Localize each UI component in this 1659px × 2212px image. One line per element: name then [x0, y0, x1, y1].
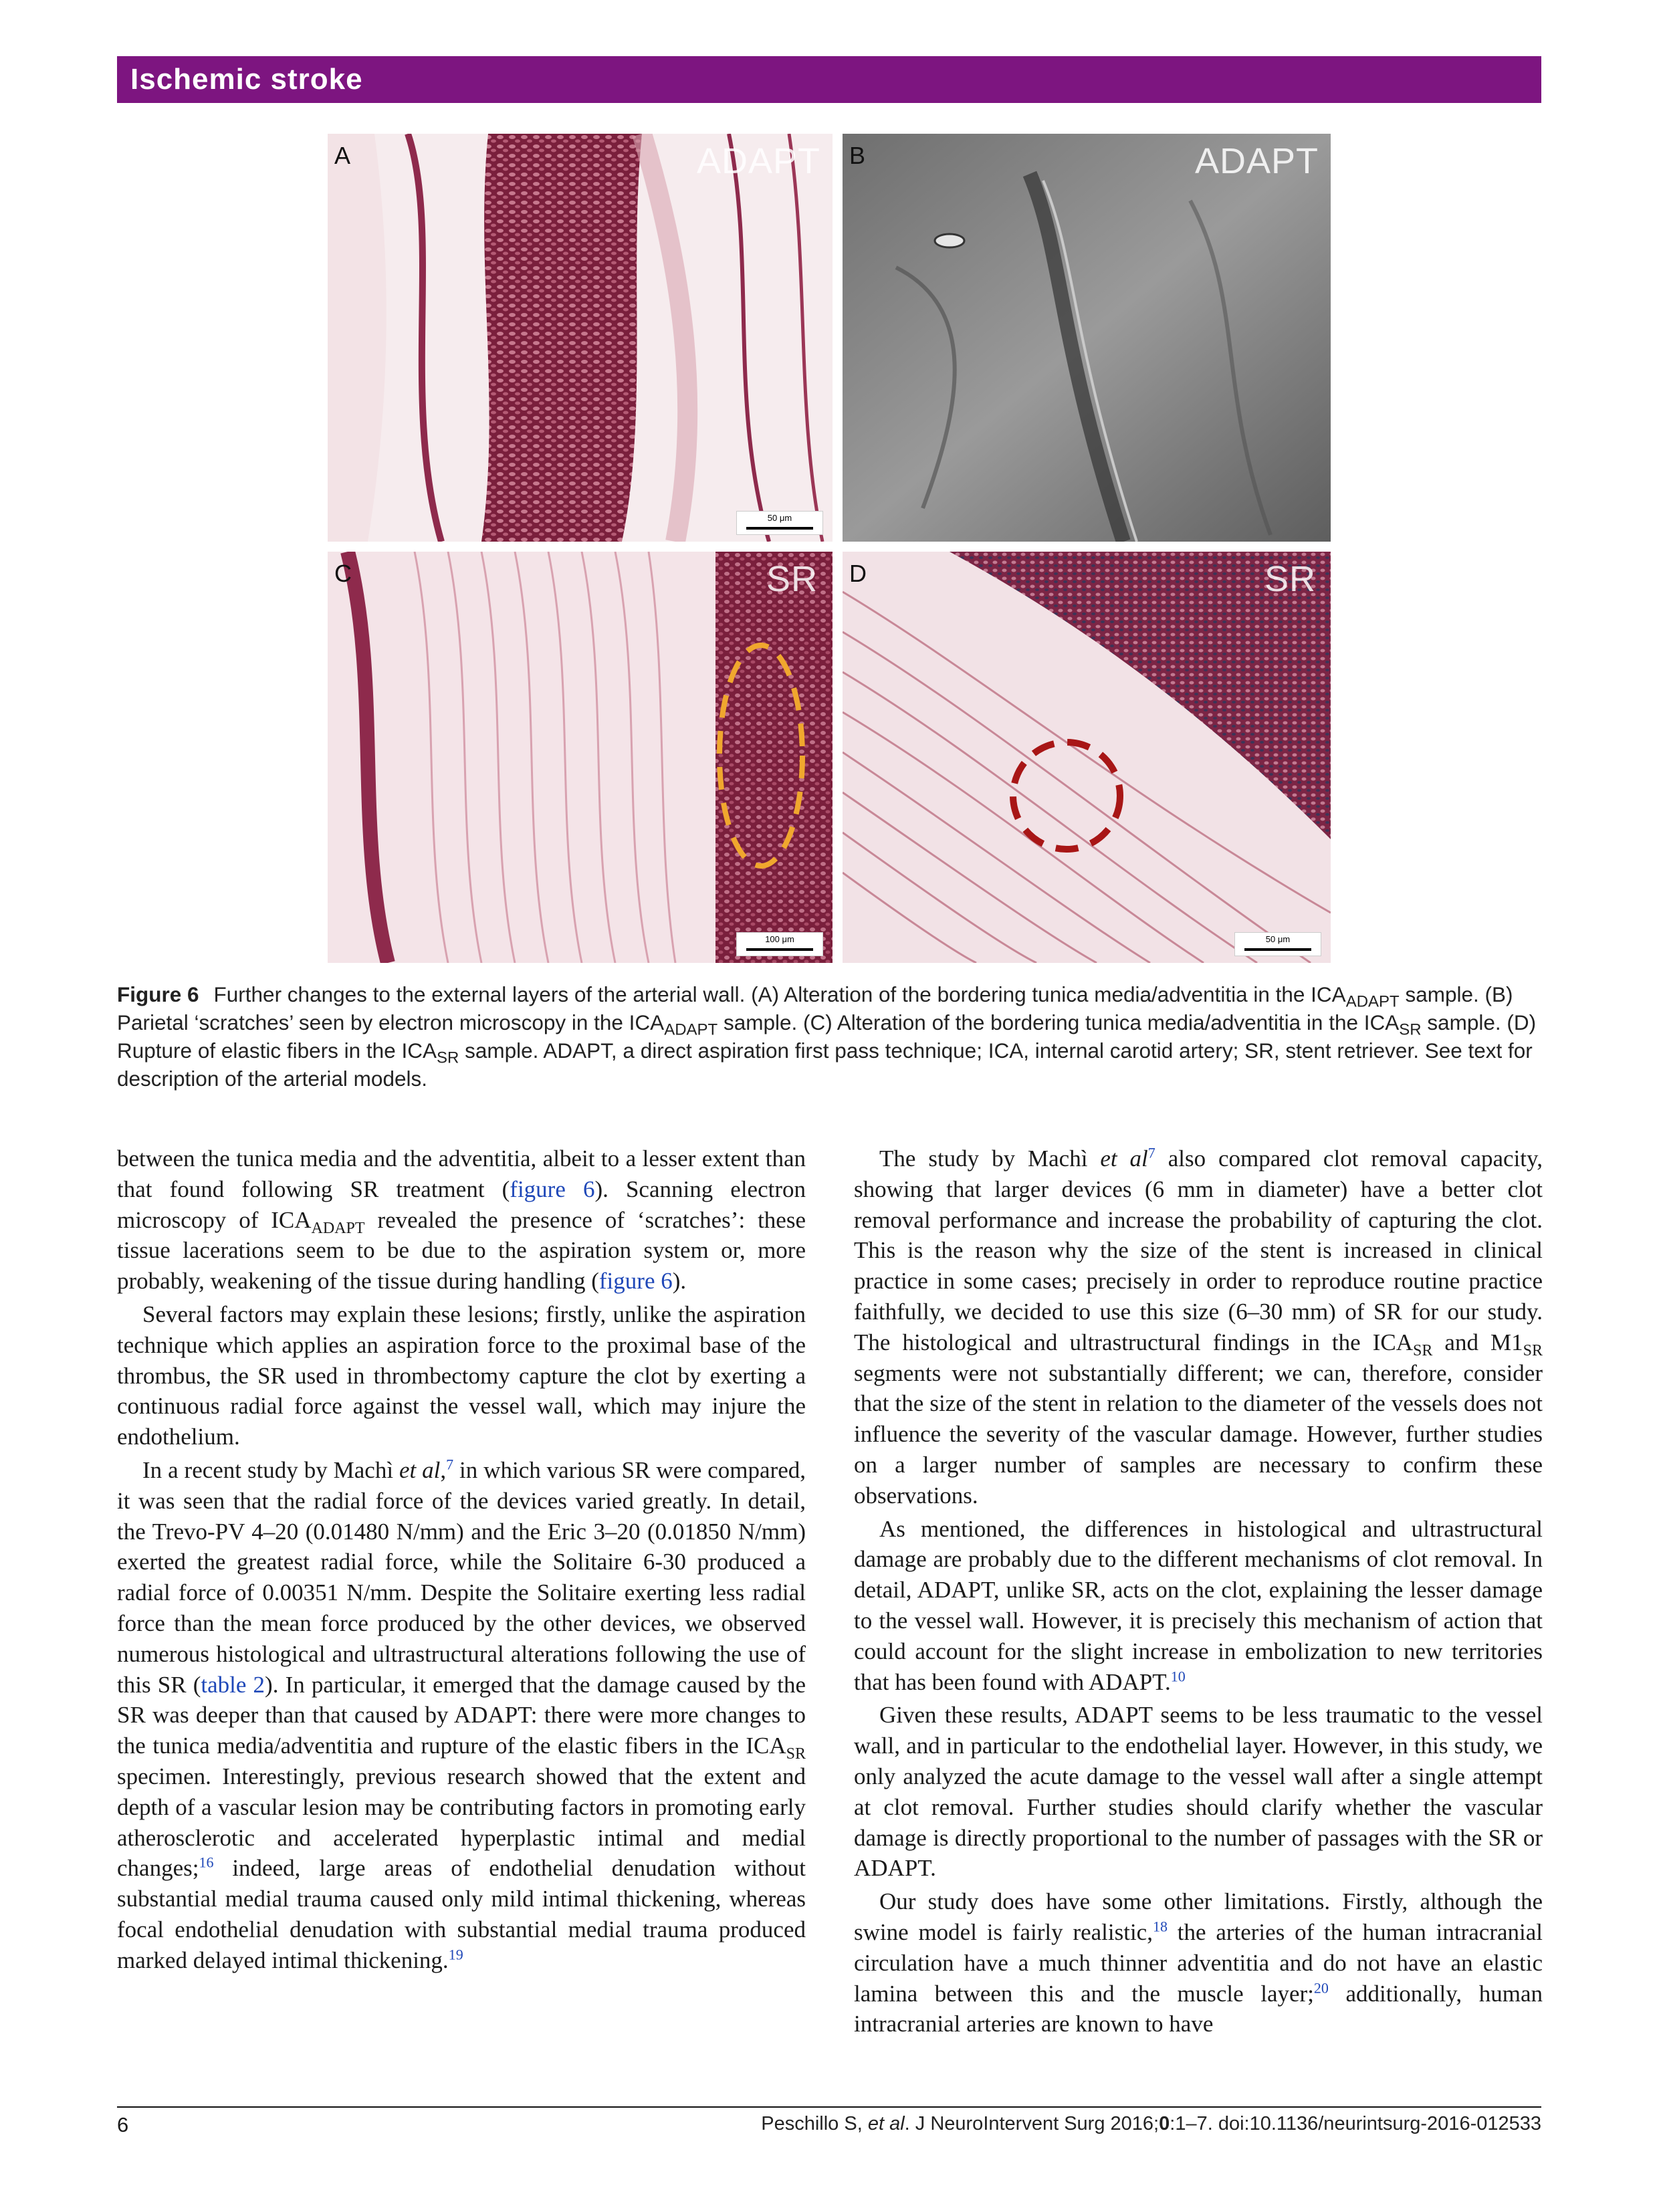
page-number: 6 [117, 2113, 129, 2136]
panel-d-image [843, 552, 1331, 963]
panel-b-letter: B [849, 142, 866, 169]
figure-caption: Figure 6 Further changes to the external layers of the arterial wall. (A) Alteration of the bordering tunica media/adventitia in the $ICA_{ADAPT}$ sample. (B) Parietal ‘scratches’ seen by electron microscopy in the $ICA_{ADAPT}$ sample. (C) Alteration of the bordering tunica media/adventitia in the $ICA_{SR}$ sample. (D) Rupture of elastic fibers in the $ICA_{SR}$ sample. ADAPT, a direct aspiration first pass technique; ICA, internal carotid artery; SR, stent retriever. See text for description of the arterial models. [117, 982, 1537, 1091]
panel-c-histology [328, 552, 833, 963]
section-banner: Ischemic stroke [117, 56, 1541, 103]
figure-6 [328, 134, 1331, 963]
paragraph: Given these results, ADAPT seems to be less traumatic to the vessel wall, and in particular to the endothelial layer. However, in this study, we only analyzed the acute damage to the vessel wall after a single attempt at clot removal. Further studies should clarify whether the vascular damage is directly proportional to the number of passages with the SR or ADAPT. [854, 1702, 1543, 1882]
panel-a-histology [328, 134, 833, 542]
panel-c-image [328, 552, 833, 963]
paragraph: The study by Machì et $al^7$ also compared clot removal capacity, showing that larger devices (6 mm in diameter) have a better clot removal performance and increase the probability of capturing the clot. This is the reason why the size of the stent is increased in clinical practice in some cases; precisely in order to reproduce routine practice faithfully, we decided to use this size (6–30 mm) of SR for our study. The histological and ultrastructural findings in the $ICA_{SR}$ and $M1_{SR}$ segments were not substantially different; we can, therefore, consider that the size of the stent in relation to the diameter of the vessels does not influence the severity of the vascular damage. However, further studies on a larger number of samples are necessary to confirm these observations. [854, 1144, 1543, 1509]
panel-a-image [328, 134, 833, 542]
reference-link[interactable]: 20 [1313, 1979, 1329, 1996]
footer-rule [117, 2106, 1541, 2108]
reference-link[interactable]: 7 [446, 1456, 454, 1473]
panel-b-sem [843, 134, 1331, 542]
panel-c-scalebar: 100 μm [736, 932, 823, 956]
figure-label: Figure 6 [117, 982, 199, 1006]
panel-a-scalebar: 50 μm [736, 511, 823, 535]
paragraph: between the tunica media and the adventitia, albeit to a lesser extent than that found following SR treatment (figure 6). Scanning electron microscopy of $ICA_{ADAPT}$ revealed the presence of ‘scratches’: these tissue lacerations seem to be due to the aspiration system or, more probably, weakening of the tissue during handling (figure 6). [117, 1145, 806, 1295]
panel-d-histology [843, 552, 1331, 963]
panel-b-image [843, 134, 1331, 542]
paragraph: Our study does have some other limitations. Firstly, although the swine model is fairly realistic,$^{18}$ the arteries of the human intracranial circulation have a much thinner adventitia and do not have an elastic lamina between this and the muscle layer;$^{20}$ additionally, human intracranial arteries are known to have [854, 1888, 1543, 2037]
reference-link[interactable]: 16 [199, 1854, 214, 1871]
reference-link[interactable]: 19 [448, 1946, 463, 1963]
paragraph: As mentioned, the differences in histological and ultrastructural damage are probably due to the different mechanisms of clot removal. In detail, ADAPT, unlike SR, acts on the clot, explaining the lesser damage to the vessel wall. However, it is precisely this mechanism of action that could account for the slight increase in embolization to new territories that has been found with ADAPT.$^{10}$ [854, 1515, 1543, 1695]
panel-d-scalebar: 50 μm [1234, 932, 1321, 956]
panel-b-tag: ADAPT [1194, 141, 1319, 181]
paragraph: Several factors may explain these lesions; firstly, unlike the aspiration technique which applies an aspiration force to the proximal base of the thrombus, the SR used in thrombectomy capture the clot by exerting a continuous radial force against the vessel wall, which may injure the endothelium. [117, 1301, 806, 1450]
reference-link[interactable]: 7 [1147, 1144, 1155, 1162]
panel-a-tag: ADAPT [696, 141, 820, 181]
body-column-right [854, 1143, 1543, 2039]
panel-d-letter: D [849, 560, 867, 587]
figure-6-link[interactable]: figure 6 [598, 1268, 673, 1295]
paragraph: In a recent study by Machì et al,$^7$ in which various SR were compared, it was seen that the radial force of the devices varied greatly. In detail, the Trevo-PV 4–20 (0.01480 N/mm) and the Eric 3–20 (0.01850 N/mm) exerted the greatest radial force, while the Solitaire 6-30 produced a radial force of 0.00351 N/mm. Despite the Solitaire exerting less radial force than the mean force produced by the other devices, we observed numerous histological and ultrastructural alterations following the use of this SR (table 2). In particular, it emerged that the damage caused by the SR was deeper than that caused by ADAPT: there were more changes to the tunica media/adventitia and rupture of the elastic fibers in the $ICA_{SR}$ specimen. Interestingly, previous research showed that the extent and depth of a vascular lesion may be contributing factors in promoting early atherosclerotic and accelerated hyperplastic intimal and medial changes;$^{16}$ indeed, large areas of endothelial denudation without substantial medial trauma caused only mild intimal thickening, whereas focal endothelial denudation with substantial medial trauma produced marked delayed intimal thickening.$^{19}$ [117, 1456, 806, 1973]
reference-link[interactable]: 10 [1170, 1667, 1186, 1684]
body-column-left [117, 1143, 806, 1976]
reference-link[interactable]: 18 [1152, 1918, 1168, 1935]
panel-c-tag: SR [766, 559, 818, 599]
figure-6-link[interactable]: figure 6 [510, 1176, 595, 1202]
panel-c-letter: C [334, 560, 352, 587]
table-2-link[interactable]: table 2 [201, 1671, 265, 1698]
citation-footer: Peschillo S, et al. J NeuroIntervent Surg 2016;0:1–7. doi:10.1136/neurintsurg-2016-012533 [761, 2113, 1541, 2134]
panel-a-letter: A [334, 142, 351, 169]
panel-d-tag: SR [1264, 559, 1316, 599]
